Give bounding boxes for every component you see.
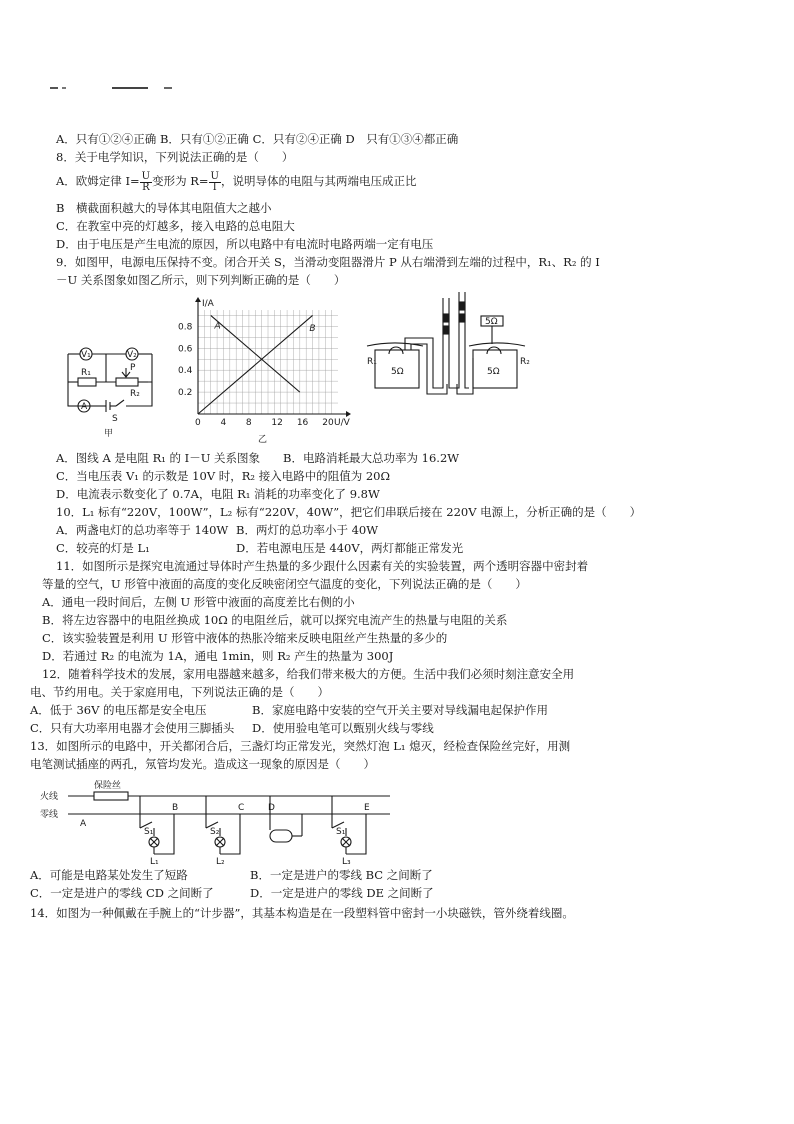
q14-stem: 14．如图为一种佩戴在手腕上的“计步器”，其基本构造是在一段塑料管中密封一小块磁铁，管外绕着线圈。 — [30, 906, 574, 920]
lamp-l2-label: L₂ — [216, 857, 225, 864]
y-tick-label: 0.8 — [178, 322, 193, 333]
q11-option-c: C．该实验装置是利用 U 形管中液体的热胀冷缩来反映电阻丝产生热量的多少的 — [42, 631, 448, 645]
q9-option-d: D．电流表示数变化了 0.7A，电阻 R₁ 消耗的功率变化了 9.8W — [56, 487, 380, 501]
q12-stem-line-2: 电、节约用电。关于家庭用电，下列说法正确的是（ ） — [30, 685, 329, 699]
point-c-label: C — [238, 803, 245, 813]
q12-stem-line-1: 12．随着科学技术的发展，家用电器越来越多，给我们带来极大的方便。生活中我们必须时刻注意安全用 — [42, 667, 575, 681]
fraction-numerator: U — [210, 170, 219, 182]
r1-label: R₁ — [81, 368, 91, 378]
figure-yi-caption: 乙 — [258, 435, 268, 444]
q13-option-d: D．一定是进户的零线 DE 之间断了 — [250, 886, 434, 900]
switch-s2-label: S₂ — [210, 827, 220, 837]
p-label: P — [130, 363, 136, 373]
r1-container-label: R₁ — [367, 357, 377, 367]
household-circuit-svg — [40, 778, 400, 864]
figure-jia-caption: 甲 — [104, 429, 114, 438]
v1-label: V₁ — [81, 350, 91, 360]
iu-chart-svg — [178, 296, 353, 444]
y-tick-label: 0.2 — [178, 388, 193, 399]
x-tick-label: 0 — [195, 418, 201, 428]
q11-option-d: D．若通过 R₂ 的电流为 1A，通电 1min，则 R₂ 产生的热量为 300J — [42, 649, 394, 663]
q8-option-b: B 横截面积越大的导体其电阻值大之越小 — [56, 201, 272, 215]
q13-option-b: B．一定是进户的零线 BC 之间断了 — [250, 868, 433, 882]
r2-container-label: R₂ — [520, 357, 530, 367]
right-resistor-label: 5Ω — [487, 367, 500, 377]
q11-figure-apparatus — [365, 288, 535, 400]
q9-stem-line-2: －U 关系图象如图乙所示，则下列判断正确的是（ ） — [56, 273, 346, 287]
q10-stem: 10．L₁ 标有“220V，100W”，L₂ 标有“220V，40W”，把它们串联后接在 220V 电源上，分析正确的是（ ） — [56, 505, 642, 519]
q8-a-fraction-1 — [140, 172, 152, 193]
fraction-denominator: R — [142, 181, 150, 193]
q12-option-d: D．使用验电笔可以甄别火线与零线 — [252, 721, 434, 735]
q11-stem-line-2: 等量的空气，U 形管中液面的高度的变化反映密闭空气温度的变化，下列说法正确的是（ ） — [42, 577, 527, 591]
ammeter-label: A — [81, 402, 88, 412]
lamp-l3-label: L₃ — [342, 857, 351, 864]
point-b-label: B — [172, 803, 179, 813]
x-axis-arrow — [346, 411, 351, 417]
q13-option-c: C．一定是进户的零线 CD 之间断了 — [30, 886, 214, 900]
y-axis-arrow — [195, 297, 201, 302]
y-axis-label: I/A — [202, 299, 214, 309]
q12-option-c: C．只有大功率用电器才会使用三脚插头 — [30, 721, 235, 735]
q13-stem-line-2: 电笔测试插座的两孔，氖管均发光。造成这一现象的原因是（ ） — [30, 757, 375, 771]
switch-s1-label: S₁ — [144, 827, 154, 837]
q11-stem-line-1: 11．如图所示是探究电流通过导体时产生热量的多少跟什么因素有关的实验装置，两个透明容器中密封着 — [56, 559, 589, 573]
y-tick-label: 0.6 — [178, 344, 193, 355]
q12-option-a: A．低于 36V 的电压都是安全电压 — [30, 703, 207, 717]
x-tick-label: 8 — [245, 418, 252, 428]
q11-option-a: A．通电一段时间后，左侧 U 形管中液面的高度差比右侧的小 — [42, 595, 355, 609]
q13-option-a: A．可能是电路某处发生了短路 — [30, 868, 188, 882]
fraction-numerator: U — [141, 170, 151, 182]
scan-smear — [46, 84, 186, 92]
series-label-b: B — [309, 323, 316, 334]
q9-figure-jia — [60, 338, 170, 438]
live-wire-label: 火线 — [40, 792, 59, 802]
q9-option-c: C．当电压表 V₁ 的示数是 10V 时，R₂ 接入电路中的阻值为 20Ω — [56, 469, 391, 483]
lamp-l1-label: L₁ — [150, 857, 159, 864]
q11-option-b: B．将左边容器中的电阻丝换成 10Ω 的电阻丝后，就可以探究电流产生的热量与电阻的关系 — [42, 613, 508, 627]
v2-label: V₂ — [127, 350, 137, 360]
q8-a-fraction-2 — [209, 172, 221, 193]
x-tick-label: 4 — [220, 418, 227, 428]
q8-a-mid: 变形为 R= — [152, 174, 209, 188]
q7-options: A．只有①②④正确 B．只有①②正确 C．只有②④正确 D 只有①③④都正确 — [56, 132, 459, 146]
q12-option-b: B．家庭电路中安装的空气开关主要对导线漏电起保护作用 — [252, 703, 548, 717]
x-tick-label: 12 — [271, 418, 283, 428]
q8-stem: 8．关于电学知识，下列说法正确的是（ ） — [56, 150, 294, 164]
q9-stem-line-1: 9．如图甲，电源电压保持不变。闭合开关 S，当滑动变阻器滑片 P 从右端滑到左端的过程中，R₁、R₂ 的 I — [56, 255, 600, 269]
x-tick-label: 20 — [322, 418, 334, 428]
q8-a-prefix: A．欧姆定律 I= — [56, 174, 140, 188]
neutral-wire-label: 零线 — [40, 810, 59, 820]
q8-a-suffix: ，说明导体的电阻与其两端电压成正比 — [220, 174, 417, 188]
y-tick-label: 0.4 — [178, 366, 193, 377]
fraction-denominator: I — [212, 181, 217, 193]
q8-option-d: D．由于电压是产生电流的原因，所以电路中有电流时电路两端一定有电压 — [56, 237, 434, 251]
circuit-jia-svg — [60, 338, 170, 438]
q9-figure-yi — [178, 296, 353, 444]
apparatus-svg — [365, 288, 535, 400]
left-resistor-label: 5Ω — [391, 367, 404, 377]
q13-stem-line-1: 13．如图所示的电路中，开关都闭合后，三盏灯均正常发光，突然灯泡 L₁ 熄灭，经检查保险丝完好，用测 — [30, 739, 571, 753]
point-d-label: D — [268, 803, 275, 813]
point-e-label: E — [364, 803, 370, 813]
q10-option-d: D．若电源电压是 440V，两灯都能正常发光 — [236, 541, 464, 555]
q13-figure-circuit — [40, 778, 400, 864]
q10-option-b: B．两灯的总功率小于 40W — [236, 523, 379, 537]
series-label-a: A — [214, 321, 221, 332]
r2-label: R₂ — [130, 389, 140, 399]
switch-label: S — [112, 414, 118, 424]
top-resistor-label: 5Ω — [485, 317, 498, 327]
point-a-label: A — [80, 819, 87, 829]
x-tick-label: 16 — [296, 418, 309, 428]
q10-option-a: A．两盏电灯的总功率等于 140W — [56, 523, 229, 537]
q9-option-a-b: A．图线 A 是电阻 R₁ 的 I－U 关系图象 B．电路消耗最大总功率为 16.2W — [56, 451, 460, 465]
q8-option-a — [56, 170, 774, 193]
q10-option-c: C．较亮的灯是 L₁ — [56, 541, 150, 555]
switch-s1b-label: S₁ — [336, 827, 346, 837]
x-axis-label: U/V — [334, 418, 350, 428]
q8-option-c: C．在教室中亮的灯越多，接入电路的总电阻大 — [56, 219, 295, 233]
fuse-label: 保险丝 — [94, 781, 122, 791]
